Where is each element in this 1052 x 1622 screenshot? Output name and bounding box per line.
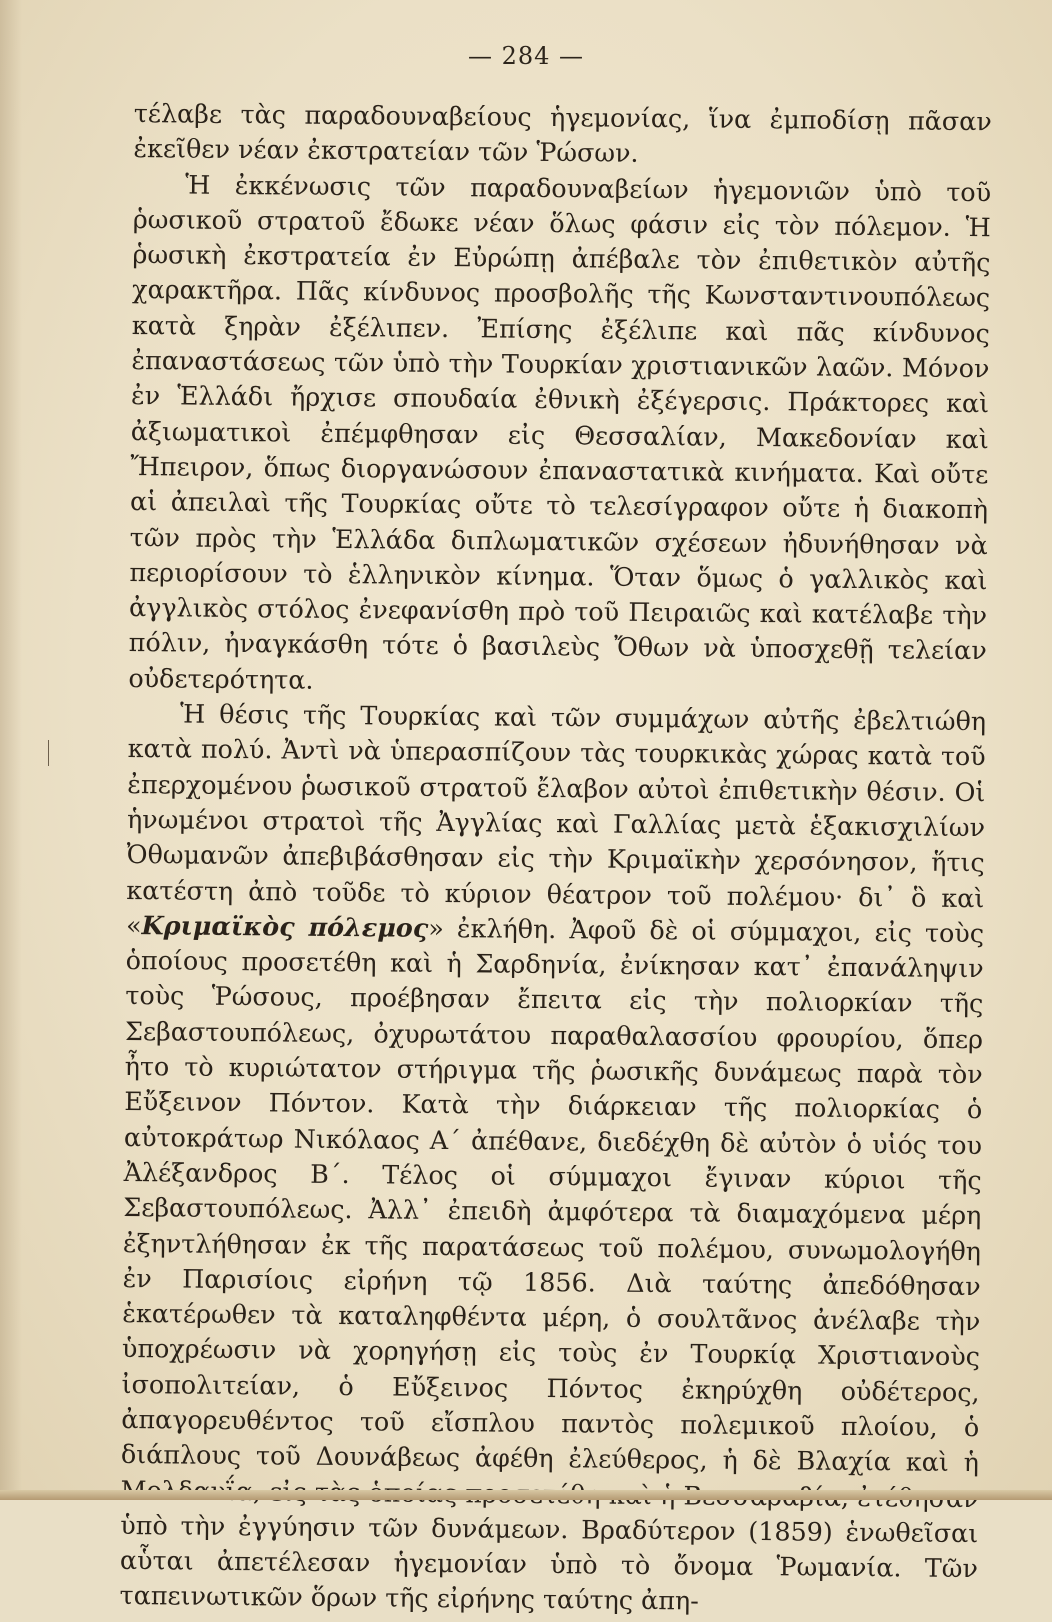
emphasized-term: Κριμαϊκὸς πόλεμος	[141, 909, 429, 943]
page-gutter-shadow	[0, 0, 22, 1500]
paragraph-text-before-emphasis: Ἡ θέσις τῆς Τουρκίας καὶ τῶν συμμάχων αὐτῆς ἐβελτιώθη κατὰ πολύ. Ἀντὶ νὰ ὑπερασπίζουν τὰς τουρκικὰς χώρας κατὰ τοῦ ἐπερχομένου ῥωσικοῦ στρατοῦ ἔλαβον αὐτοὶ ἐπιθετικὴν θέσιν. Οἱ ἡνωμένοι στρατοὶ τῆς Ἀγγλίας καὶ Γαλλίας μετὰ ἑξακισχιλίων Ὀθωμανῶν ἀπεβιβάσθησαν εἰς τὴν Κριμαϊκὴν χερσόνησον, ἥτις κατέστη ἀπὸ τοῦδε τὸ κύριον θέατρον τοῦ πολέμου· δι᾽ ὃ καὶ «	[125, 698, 987, 940]
paragraph-crimean-war	[119, 696, 986, 1622]
margin-pencil-mark	[48, 740, 49, 766]
page-number: — 284 —	[467, 42, 585, 70]
paragraph-text-after-emphasis: » ἐκλήθη. Ἀφοῦ δὲ οἱ σύμμαχοι, εἰς τοὺς ὁποίους προσετέθη καὶ ἡ Σαρδηνία, ἐνίκησαν κατ᾽ ἐπανάληψιν τοὺς Ῥώσους, προέβησαν ἔπειτα εἰς τὴν πολιορκίαν τῆς Σεβαστουπόλεως, ὀχυρωτάτου παραθαλασσίου φρουρίου, ὅπερ ἦτο τὸ κυριώτατον στήριγμα τῆς ῥωσικῆς δυνάμεως παρὰ τὸν Εὔξεινον Πόντον. Κατὰ τὴν διάρκειαν τῆς πολιορκίας ὁ αὐτοκράτωρ Νικόλαος Α΄ ἀπέθανε, διεδέχθη δὲ αὐτὸν ὁ υἱός του Ἀλέξανδρος Β΄. Τέλος οἱ σύμμαχοι ἔγιναν κύριοι τῆς Σεβαστουπόλεως. Ἀλλ᾽ ἐπειδὴ ἀμφότερα τὰ διαμαχόμενα μέρη ἐξηντλήθησαν ἐκ τῆς παρατάσεως τοῦ πολέμου, συνωμολογήθη ἐν Παρισίοις εἰρήνη τῷ 1856. Διὰ ταύτης ἀπεδόθησαν ἑκατέρωθεν τὰ καταληφθέντα μέρη, ὁ σουλτᾶνος ἀνέλαβε τὴν ὑποχρέωσιν νὰ χορηγήσῃ εἰς τοὺς ἐν Τουρκίᾳ Χριστιανοὺς ἰσοπολιτείαν, ὁ Εὔξεινος Πόντος ἐκηρύχθη οὐδέτερος, ἀπαγορευθέντος τοῦ εἴσπλου παντὸς πολεμικοῦ πλοίου, ὁ διάπλους τοῦ Δουνάβεως ἀφέθη ἐλεύθερος, ἡ δὲ Βλαχία καὶ ἡ ὑπὸ τὴν ἐγγύησιν τῶν δυνάμεων. Βραδύτερον (1859) ἑνωθεῖσαι αὗται ἀπετέλεσαν ἡγεμονίαν ὑπὸ τὸ ὄνομα Ῥωμανία. Τῶν ταπεινωτικῶν ὅρων τῆς εἰρήνης ταύτης ἀπη-	[119, 912, 985, 1616]
paragraph-continuation: τέλαβε τὰς παραδουναβείους ἡγεμονίας, ἵνα ἐμποδίσῃ πᾶσαν ἐκεῖθεν νέαν ἐκστρατείαν τῶν Ῥώσων.	[133, 97, 992, 169]
page-bottom-edge	[0, 1490, 1052, 1500]
paragraph-evacuation: Ἡ ἐκκένωσις τῶν παραδουναβείων ἡγεμονιῶν ὑπὸ τοῦ ῥωσικοῦ στρατοῦ ἔδωκε νέαν ὅλως φάσιν εἰς τὸν πόλεμον. Ἡ ῥωσικὴ ἐκστρατεία ἐν Εὐρώπῃ ἀπέβαλε τὸν ἐπιθετικὸν αὐτῆς χαρακτῆρα. Πᾶς κίνδυνος προσβολῆς τῆς Κωνσταντινουπόλεως κατὰ ξηρὰν ἐξέλιπεν. Ἐπίσης ἐξέλιπε καὶ πᾶς κίνδυνος ἐπαναστάσεως τῶν ὑπὸ τὴν Τουρκίαν χριστιανικῶν λαῶν. Μόνον ἐν Ἑλλάδι ἤρχισε σπουδαία ἐθνικὴ ἐξέγερσις. Πράκτορες καὶ ἀξιωματικοὶ ἐπέμφθησαν εἰς Θεσσαλίαν, Μακεδονίαν καὶ Ἤπειρον, ὅπως διοργανώσουν ἐπαναστατικὰ κινήματα. Καὶ οὔτε αἱ ἀπειλαὶ τῆς Τουρκίας οὔτε τὸ τελεσίγραφον οὔτε ἡ διακοπὴ τῶν πρὸς τὴν Ἑλλάδα διπλωματικῶν σχέσεων ἠδυνήθησαν νὰ περιορίσουν τὸ ἑλληνικὸν κίνημα. Ὅταν ὅμως ὁ γαλλικὸς καὶ ἀγγλικὸς στόλος ἐνεφανίσθη πρὸ τοῦ Πειραιῶς καὶ κατέλαβε τὴν πόλιν, ἠναγκάσθη τότε ὁ βασιλεὺς Ὄθων νὰ ὑποσχεθῇ τελείαν οὐδετερότητα.	[128, 169, 992, 695]
body-text	[119, 96, 992, 1622]
